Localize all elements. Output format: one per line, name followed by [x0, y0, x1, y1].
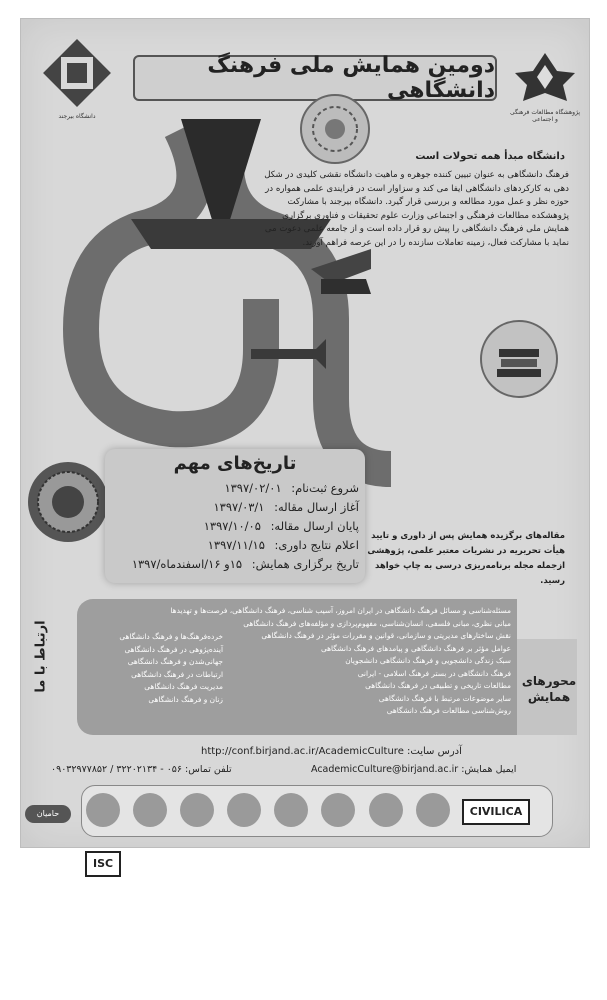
sponsor-logo-icon: [369, 793, 403, 827]
date-label: پایان ارسال مقاله:: [270, 519, 359, 533]
topics-title-line2: همایش: [527, 690, 571, 704]
intro-paragraph: فرهنگ دانشگاهی به عنوان تبیین کننده جوهره و ماهیت دانشگاه نقشی کلیدی در شکل دهی به کارکردهای دانشگاهی ایفا می کند و سزاوار است در فرایندی علمی همواره در حوزه نظر و عمل مورد مطالعه و بررسی قرار گیرد. دانشگاه بیرجند با مشارکت پژوهشکده مطالعات فرهنگی و اجتماعی وزارت علوم تحقیقات و فناوری برگزاری همایش ملی فرهنگ دانشگاهی را پیش رو قرار داده است و از جامعه علمی دعوت می نماید با مشارکت فعال، زمینه تعاملات سازنده را در این عرصه فراهم آورند.: [264, 170, 569, 248]
topic-item: ارتباطات در فرهنگ دانشگاهی: [131, 669, 223, 679]
date-label: تاریخ برگزاری همایش:: [251, 557, 359, 571]
topic-item: مدیریت فرهنگ دانشگاهی: [144, 682, 223, 691]
phone-label: تلفن تماس:: [185, 764, 232, 775]
topic-item: مطالعات تاریخی و تطبیقی در فرهنگ دانشگاهی: [365, 681, 511, 690]
books-icon: [479, 319, 559, 399]
sponsor-logo-icon: [227, 793, 261, 827]
sponsor-logo-icon: [180, 793, 214, 827]
website-link[interactable]: http://conf.birjand.ac.ir/AcademicCulture: [201, 746, 404, 757]
isc-badge: ISC: [85, 851, 121, 877]
sponsors-strip: [81, 785, 553, 870]
important-dates-list: [111, 481, 359, 576]
topic-item: زنان و فرهنگ دانشگاهی: [148, 694, 223, 704]
date-value: ۱۵و ۱۶/اسفندماه/۱۳۹۷: [131, 557, 243, 571]
date-label: اعلام نتایج داوری:: [274, 538, 359, 552]
phone-numbers: ۰۵۶ - ۳۲۲۰۲۱۳۴ / ۰۹۰۳۲۹۷۷۸۵۲: [51, 764, 182, 775]
date-row: [111, 557, 359, 576]
email-link[interactable]: AcademicCulture@birjand.ac.ir: [311, 764, 459, 775]
date-value: ۱۳۹۷/۰۲/۰۱: [224, 481, 282, 495]
sponsors-label: حامیان: [25, 805, 71, 823]
topic-item: مبانی نظری، مبانی فلسفی، انسان‌شناسی، مفهوم‌پردازی و مؤلفه‌های فرهنگ دانشگاهی: [243, 618, 511, 628]
phone-line: [51, 764, 232, 775]
topic-item: عوامل مؤثر بر فرهنگ دانشگاهی و پیامدهای فرهنگ دانشگاهی: [320, 643, 511, 653]
sponsor-logo-icon: [133, 793, 167, 827]
date-row: [111, 538, 359, 557]
topic-item: سبک زندگی دانشجویی و فرهنگ دانشگاهی دانشجویان: [345, 656, 511, 665]
topic-item: آینده‌پژوهی در فرهنگ دانشگاهی: [124, 644, 223, 654]
topic-item: روش‌شناسی مطالعات فرهنگ دانشگاهی: [386, 706, 511, 715]
poster-sheet: [20, 18, 590, 870]
important-dates-title: تاریخ‌های مهم: [173, 453, 297, 474]
intro-heading: دانشگاه مبدأ همه تحولات است: [415, 151, 565, 162]
civilica-badge: CIVILICA: [462, 799, 530, 825]
topic-item: جهانی‌شدن و فرهنگ دانشگاهی: [127, 657, 223, 666]
topic-item: خرده‌فرهنگ‌ها و فرهنگ دانشگاهی: [119, 632, 223, 641]
mandala-icon: [25, 459, 111, 545]
date-value: ۱۳۹۷/۱۰/۰۵: [203, 519, 261, 533]
institute-emblem-icon: [509, 49, 581, 105]
date-label: شروع ثبت‌نام:: [291, 481, 359, 495]
sponsor-logo-icon: [321, 793, 355, 827]
poster-title: دومین همایش ملی فرهنگ دانشگاهی: [133, 55, 497, 101]
right-logo-caption: پژوهشگاه مطالعات فرهنگی و اجتماعی: [509, 109, 581, 123]
topic-item: فرهنگ دانشگاهی در بستر فرهنگ اسلامی - ایرانی: [357, 668, 511, 678]
sponsor-logo-icon: [86, 793, 120, 827]
website-label: آدرس سایت:: [407, 746, 462, 757]
date-row: [111, 481, 359, 500]
topic-item: سایر موضوعات مرتبط با فرهنگ دانشگاهی: [378, 693, 511, 703]
research-institute-logo: [509, 49, 581, 129]
website-line: [201, 746, 462, 757]
left-logo-caption: دانشگاه بیرجند: [58, 113, 96, 120]
publication-note: مقاله‌های برگزیده همایش پس از داوری و تایید هیأت تحریریه در نشریات معتبر علمی، پژوهشی ازجمله مجله برنامه‌ریزی درسی به چاپ خواهد رسید.: [367, 531, 565, 586]
topic-item: مسئله‌شناسی و مسائل فرهنگ دانشگاهی در ایران امروز، آسیب شناسی، فرهنگ دانشگاهی، فرصت‌ها و تهدیدها: [170, 606, 511, 615]
date-value: ۱۳۹۷/۱۱/۱۵: [207, 538, 265, 552]
contact-us-side-label: [21, 579, 61, 747]
topic-item: نقش ساختارهای مدیریتی و سازمانی، قوانین و مقررات مؤثر در فرهنگ دانشگاهی: [261, 631, 511, 640]
topics-left-column: [83, 631, 223, 706]
date-label: آغاز ارسال مقاله:: [274, 500, 359, 514]
email-label: ایمیل همایش:: [461, 764, 517, 775]
conference-topics-title: [519, 673, 579, 705]
email-line: [311, 764, 516, 775]
contact-us-text: ارتباط با ما: [33, 620, 49, 693]
sponsor-logo-icon: [274, 793, 308, 827]
date-row: [111, 500, 359, 519]
topics-title-line1: محورهای: [521, 674, 577, 688]
date-value: ۱۳۹۷/۰۳/۱: [213, 500, 265, 514]
sponsor-logo-icon: [416, 793, 450, 827]
date-row: [111, 519, 359, 538]
